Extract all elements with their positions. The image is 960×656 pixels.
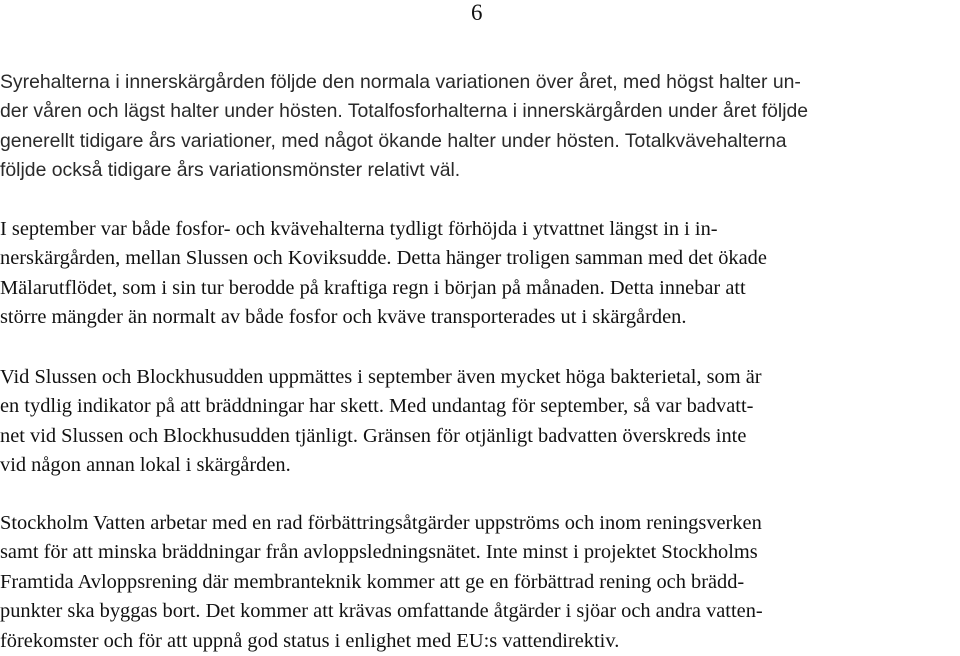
- page-number: 6: [471, 0, 483, 25]
- paragraph-line: samt för att minska bräddningar från avloppsledningsnätet. Inte minst i projektet Stockholms: [0, 541, 758, 564]
- paragraph-line: följde också tidigare års variationsmönster relativt väl.: [0, 159, 461, 182]
- paragraph-line: vid någon annan lokal i skärgården.: [0, 454, 291, 477]
- paragraph-line: Vid Slussen och Blockhusudden uppmättes i september även mycket höga bakterietal, som är: [0, 366, 762, 388]
- paragraph-line: der våren och lägst halter under hösten. Totalfosforhalterna i innerskärgården under året följde: [0, 100, 809, 123]
- paragraph-bacteria-bathing-water: [0, 363, 762, 481]
- paragraph-oxygen-phosphorus-nitrogen: [0, 68, 808, 186]
- paragraph-line: net vid Slussen och Blockhusudden tjänligt. Gränsen för otjänligt badvatten överskreds inte: [0, 424, 747, 447]
- paragraph-line: Syrehalterna i innerskärgården följde den normala variationen över året, med högst halter un-: [0, 71, 801, 93]
- paragraph-line: Stockholm Vatten arbetar med en rad förbättringsåtgärder uppströms och inom reningsverken: [0, 512, 762, 534]
- paragraph-line: generellt tidigare års variationer, med något ökande halter under hösten. Totalkvävehalterna: [0, 129, 787, 152]
- paragraph-line: punkter ska byggas bort. Det kommer att krävas omfattande åtgärder i sjöar och andra vatten-: [0, 600, 763, 623]
- paragraph-september-nutrients: [0, 215, 767, 333]
- paragraph-line: nerskärgården, mellan Slussen och Koviksudde. Detta hänger troligen samman med det ökade: [0, 247, 767, 270]
- paragraph-line: I september var både fosfor- och kvävehalterna tydligt förhöjda i ytvattnet längst in i in-: [0, 218, 718, 240]
- paragraph-line: Mälarutflödet, som i sin tur berodde på kraftiga regn i början på månaden. Detta innebar att: [0, 276, 746, 299]
- paragraph-line: förekomster och för att uppnå god status i enlighet med EU:s vattendirektiv.: [0, 629, 620, 652]
- paragraph-line: en tydlig indikator på att bräddningar har skett. Med undantag för september, så var badvatt-: [0, 395, 754, 418]
- paragraph-line: Framtida Avloppsrening där membranteknik kommer att ge en förbättrad rening och brädd-: [0, 570, 745, 593]
- paragraph-stockholm-vatten-measures: [0, 509, 763, 656]
- paragraph-line: större mängder än normalt av både fosfor och kväve transporterades ut i skärgården.: [0, 306, 687, 329]
